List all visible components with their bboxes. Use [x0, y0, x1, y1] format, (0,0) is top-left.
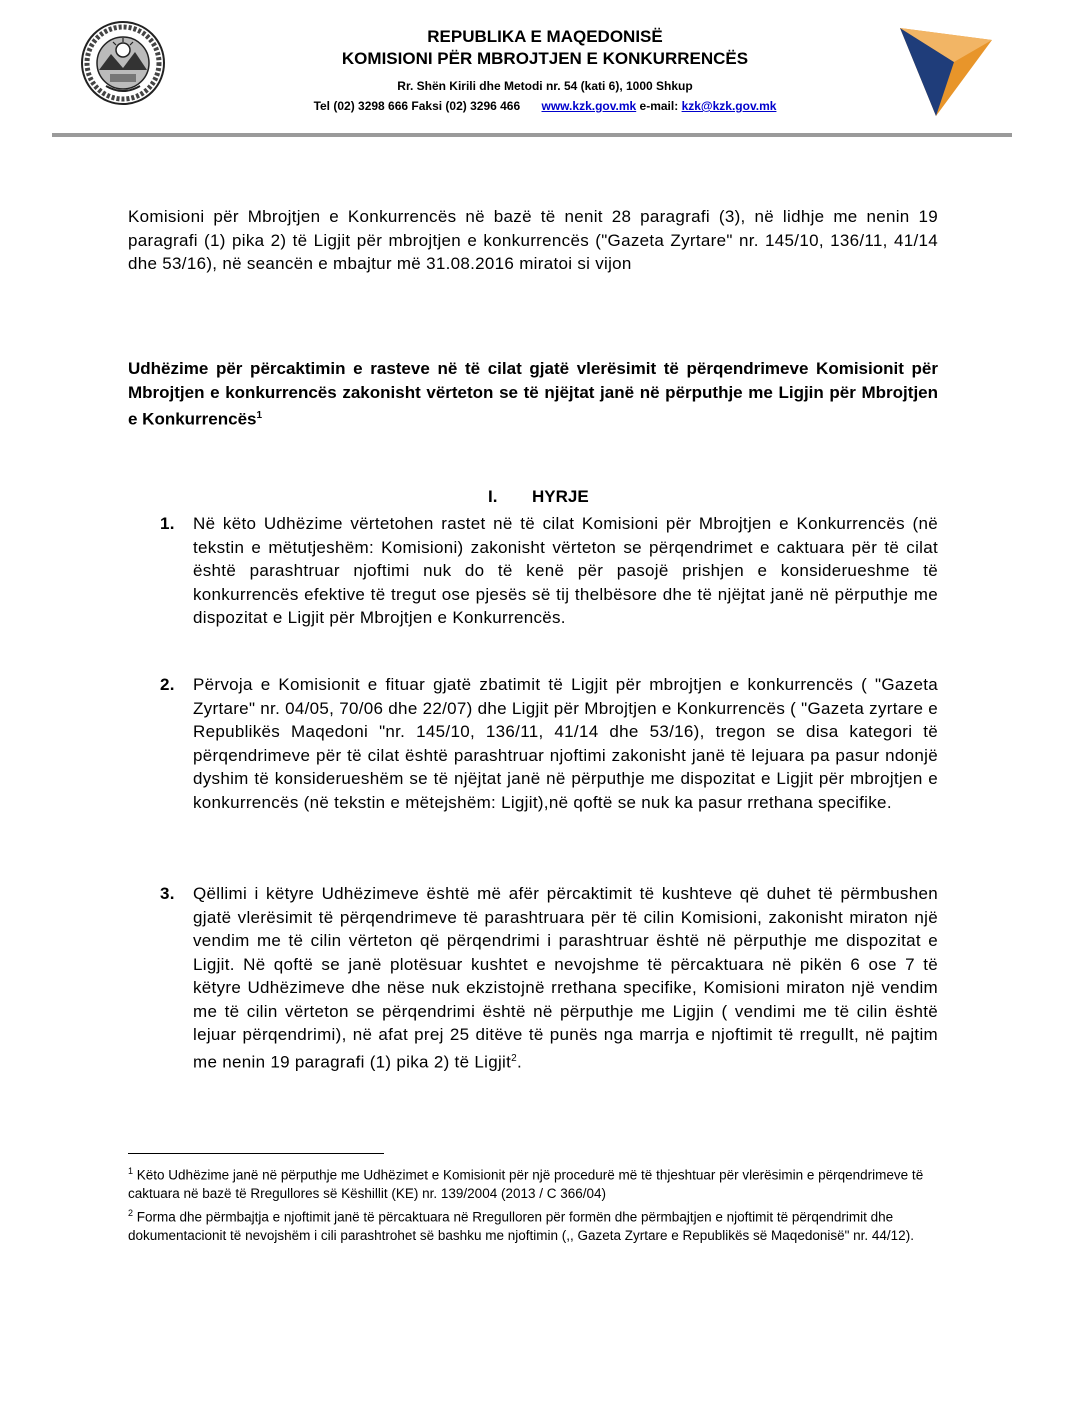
- country-name: REPUBLIKA E MAQEDONISË: [427, 27, 663, 46]
- email-link[interactable]: kzk@kzk.gov.mk: [681, 99, 777, 113]
- phone-fax: Tel (02) 3298 666 Faksi (02) 3296 466: [313, 99, 521, 113]
- footnote-marker: 1: [128, 1166, 134, 1176]
- list-item-text: Përvoja e Komisionit e fituar gjatë zbatimit të Ligjit për mbrojtjen e konkurrencës ( "Gazeta Zyrtare" nr. 04/05, 70/06 dhe 22/07) dhe Ligjit për Mbrojtjen e Konkurrencës ( "Gazeta zyrtare e Republikës Maqedoni "nr. 145/10, 136/11, 41/14 dhe 53/16), tregon se disa kategori të përqendrimeve për të cilat është parashtruar njoftimi zakonisht janë të lejuara pa pasur ndonjë dyshim të konsiderueshëm se të njëjtat janë në përputhje me dispozitat e Ligjit për mbrojtjen e konkurrencës (në tekstin e mëtejshëm: Ligjit),në qoftë se nuk ka pasur rrethana specifike.: [193, 675, 938, 812]
- section-number: I.: [488, 487, 498, 506]
- list-item-text-wrapper: [193, 882, 938, 1074]
- document-heading: [128, 357, 938, 431]
- footnote-text: Forma dhe përmbajtja e njoftimit janë të përcaktuara në Rregulloren për formën dhe përmbajtjen e njoftimit të përqendrimit dhe dokumentacionit të nevojshëm i cili parashtrohet së bashku me njoftimin (,, Gazeta Zyrtare e Republikës së Maqedonisë" nr. 44/12).: [128, 1209, 914, 1243]
- intro-paragraph: Komisioni për Mbrojtjen e Konkurrencës në bazë të nenit 28 paragrafi (3), në lidhje me nenin 19 paragrafi (1) pika 2) të Ligjit për mbrojtjen e konkurrencës ("Gazeta Zyrtare" nr. 145/10, 136/11, 41/14 dhe 53/16), në seancën e mbajtur më 31.08.2016 miratoi si vijon: [128, 207, 938, 273]
- state-emblem-icon: [80, 20, 166, 106]
- footnote-ref-2[interactable]: 2: [511, 1052, 517, 1064]
- email-label: e-mail:: [639, 99, 679, 113]
- contact-line: [200, 98, 890, 114]
- footnote-1: [128, 1162, 938, 1204]
- footnote-text: Këto Udhëzime janë në përputhje me Udhëzimet e Komisionit për një procedurë më të thjeshtuar për vlerësimin e përqendrimeve të caktuara në bazë të Rregullores së Këshillit (KE) nr. 139/2004 (2013 / C 366/04): [128, 1167, 924, 1201]
- commission-name: KOMISIONI PËR MBROJTJEN E KONKURRENCËS: [341, 49, 749, 68]
- heading-text: Udhëzime për përcaktimin e rasteve në të cilat gjatë vlerësimit të përqendrimeve Komisionit për Mbrojtjen e konkurrencës zakonisht vërteton se të njëjtat janë në përputhje me Ligjin për Mbrojtjen e Konkurrencës: [128, 359, 938, 429]
- list-item-number: 3.: [160, 884, 175, 903]
- letterhead: [0, 0, 1088, 140]
- footnote-ref-1[interactable]: 1: [256, 410, 263, 421]
- list-item-number: 2.: [160, 675, 175, 694]
- list-item: [160, 673, 938, 814]
- commission-logo-icon: [896, 22, 996, 118]
- list-item: [160, 512, 938, 630]
- header-divider: [52, 133, 1012, 137]
- list-item: [160, 882, 938, 1074]
- list-item-text: Në këto Udhëzime vërtetohen rastet në të cilat Komisioni për Mbrojtjen e Konkurrencës (në tekstin e mëtutjeshëm: Komisioni) zakonisht vërteton se përqendrimet e caktuara për të cilat është parashtruar njoftimi nuk do të kenë për pasojë prishjen e konsiderueshme të konkurrencës efektive të tregut ose pjesës së tij thelbësore dhe të njëjtat janë në përputhje me dispozitat e Ligjit për Mbrojtjen e Konkurrencës.: [193, 514, 938, 627]
- address: Rr. Shën Kirili dhe Metodi nr. 54 (kati 6), 1000 Shkup: [397, 79, 693, 93]
- list-item-tail: .: [517, 1052, 523, 1072]
- letterhead-text: [200, 26, 890, 114]
- list-item-number: 1.: [160, 514, 175, 533]
- list-item-text: Qëllimi i këtyre Udhëzimeve është më afër përcaktimit të kushteve që duhet të përmbushen gjatë vlerësimit të përqendrimeve të parashtruara për të cilin Komisioni, zakonisht miraton një vendim me të cilin vërteton që përqendrimi i parashtruar është në përputhje me dispozitat e Ligjit. Në qoftë se janë plotësuar kushtet e nevojshme të përcaktuara në pikën 6 ose 7 të këtyre Udhëzimeve dhe nëse nuk ekzistojnë rrethana specifike, Komisioni miraton një vendim me të cilin vërteton se përqendrimi është në përputhje me Ligjin ( vendimi me të cilin është lejuar përqendrimi), në afat prej 25 ditëve të punës nga marrja e njoftimit të rregullt, në pajtim me nenin 19 paragrafi (1) pika 2) të Ligjit: [193, 884, 938, 1072]
- footnote-marker: 2: [128, 1207, 134, 1218]
- section-name: HYRJE: [532, 487, 589, 506]
- section-title: [488, 487, 589, 507]
- website-link[interactable]: www.kzk.gov.mk: [541, 99, 637, 113]
- footnote-2: [128, 1204, 938, 1246]
- footnotes: [128, 1162, 938, 1245]
- footnote-divider: [128, 1153, 384, 1154]
